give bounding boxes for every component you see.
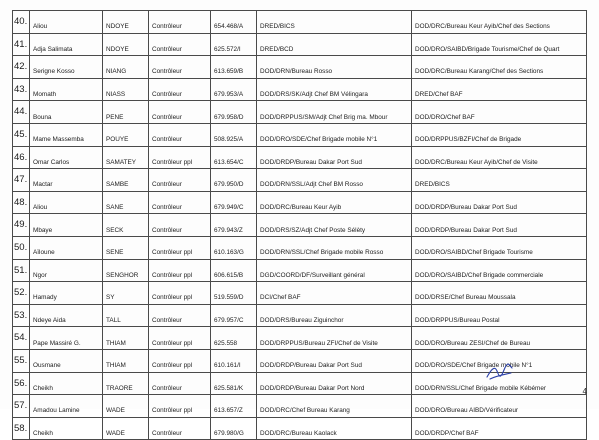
new-assignment-cell: DOD/DRSE/Chef Bureau Moussala xyxy=(412,282,587,305)
row-number-cell: 48. xyxy=(13,191,30,214)
last-name-cell: SANE xyxy=(103,191,149,214)
current-post-cell: DOD/DRC/Chef Bureau Karang xyxy=(257,395,412,418)
row-number-cell: 51. xyxy=(13,259,30,282)
current-post-cell: DRED/BICS xyxy=(257,11,412,34)
first-name-cell: Mbaye xyxy=(30,214,103,237)
table-row xyxy=(13,417,587,440)
current-post-cell: DOD/DRO/SDE/Chef Brigade mobile N°1 xyxy=(257,123,412,146)
current-post-cell: DOD/DRC/Bureau Kaolack xyxy=(257,417,412,440)
registration-number-cell: 606.615/B xyxy=(211,259,257,282)
current-post-cell: DOD/DRN/SSL/Chef Brigade mobile Rosso xyxy=(257,236,412,259)
table-row xyxy=(13,282,587,305)
table-row xyxy=(13,191,587,214)
registration-number-cell: 679.949/C xyxy=(211,191,257,214)
last-name-cell: POUYE xyxy=(103,123,149,146)
registration-number-cell: 613.654/C xyxy=(211,146,257,169)
current-post-cell: DOD/DRS/SZ/Adjt Chef Poste Sélèty xyxy=(257,214,412,237)
rank-cell: Contrôleur xyxy=(149,101,211,124)
registration-number-cell: 610.161/I xyxy=(211,349,257,372)
new-assignment-cell: DOD/DRN/SSL/Chef Brigade mobile Kébémer xyxy=(412,372,587,395)
current-post-cell: DOD/DRDP/Bureau Dakar Port Sud xyxy=(257,146,412,169)
rank-cell: Contrôleur xyxy=(149,11,211,34)
row-number-cell: 46. xyxy=(13,146,30,169)
current-post-cell: DOD/DRN/Bureau Rosso xyxy=(257,56,412,79)
current-post-cell: DOD/DRN/SSL/Adjt Chef BM Rosso xyxy=(257,169,412,192)
last-name-cell: SECK xyxy=(103,214,149,237)
registration-number-cell: 679.957/C xyxy=(211,304,257,327)
first-name-cell: Pape Massiré G. xyxy=(30,327,103,350)
registration-number-cell: 679.953/A xyxy=(211,78,257,101)
rank-cell: Contrôleur xyxy=(149,191,211,214)
first-name-cell: Ngor xyxy=(30,259,103,282)
row-number-cell: 47. xyxy=(13,169,30,192)
last-name-cell: PENE xyxy=(103,101,149,124)
registration-number-cell: 519.559/D xyxy=(211,282,257,305)
last-name-cell: SENE xyxy=(103,236,149,259)
new-assignment-cell: DOD/DRC/Bureau Karang/Chef des Sections xyxy=(412,56,587,79)
row-number-cell: 41. xyxy=(13,33,30,56)
first-name-cell: Momath xyxy=(30,78,103,101)
registration-number-cell: 654.468/A xyxy=(211,11,257,34)
row-number-cell: 53. xyxy=(13,304,30,327)
last-name-cell: NIASS xyxy=(103,78,149,101)
row-number-cell: 45. xyxy=(13,123,30,146)
current-post-cell: DOD/DRDP/Bureau Dakar Port Sud xyxy=(257,349,412,372)
current-post-cell: DRED/BCD xyxy=(257,33,412,56)
first-name-cell: Mame Massemba xyxy=(30,123,103,146)
current-post-cell: DOD/DRS/Bureau Ziguinchor xyxy=(257,304,412,327)
last-name-cell: WADE xyxy=(103,417,149,440)
last-name-cell: TRAORE xyxy=(103,372,149,395)
current-post-cell: DGD/COORD/DF/Surveillant général xyxy=(257,259,412,282)
new-assignment-cell: DOD/DRDP/Bureau Dakar Port Sud xyxy=(412,191,587,214)
registration-number-cell: 613.657/Z xyxy=(211,395,257,418)
last-name-cell: NDOYE xyxy=(103,33,149,56)
registration-number-cell: 625.581/K xyxy=(211,372,257,395)
first-name-cell: Bouna xyxy=(30,101,103,124)
table-row xyxy=(13,101,587,124)
last-name-cell: SENGHOR xyxy=(103,259,149,282)
last-name-cell: SAMBE xyxy=(103,169,149,192)
rank-cell: Contrôleur ppl xyxy=(149,282,211,305)
rank-cell: Contrôleur ppl xyxy=(149,349,211,372)
table-row xyxy=(13,236,587,259)
row-number-cell: 55. xyxy=(13,349,30,372)
page-number: 4 xyxy=(582,387,587,396)
row-number-cell: 57. xyxy=(13,395,30,418)
rank-cell: Contrôleur xyxy=(149,304,211,327)
registration-number-cell: 679.943/Z xyxy=(211,214,257,237)
table-row xyxy=(13,259,587,282)
first-name-cell: Ndeye Aida xyxy=(30,304,103,327)
first-name-cell: Hamady xyxy=(30,282,103,305)
new-assignment-cell: DOD/DRC/Bureau Keur Ayib/Chef des Sections xyxy=(412,11,587,34)
current-post-cell: DOD/DRC/Bureau Keur Ayib xyxy=(257,191,412,214)
first-name-cell: Aliou xyxy=(30,191,103,214)
table-row xyxy=(13,169,587,192)
registration-number-cell: 625.572/I xyxy=(211,33,257,56)
row-number-cell: 58. xyxy=(13,417,30,440)
row-number-cell: 43. xyxy=(13,78,30,101)
row-number-cell: 40. xyxy=(13,11,30,34)
registration-number-cell: 613.659/B xyxy=(211,56,257,79)
current-post-cell: DOD/DRPPUS/Bureau ZFI/Chef de Visite xyxy=(257,327,412,350)
row-number-cell: 50. xyxy=(13,236,30,259)
new-assignment-cell: DOD/DRO/SAIBD/Chef Brigade commerciale xyxy=(412,259,587,282)
table-row xyxy=(13,214,587,237)
row-number-cell: 52. xyxy=(13,282,30,305)
first-name-cell: Mactar xyxy=(30,169,103,192)
signature-scribble-icon xyxy=(484,362,514,382)
last-name-cell: NIANG xyxy=(103,56,149,79)
table-row xyxy=(13,33,587,56)
registration-number-cell: 610.163/G xyxy=(211,236,257,259)
first-name-cell: Cheikh xyxy=(30,417,103,440)
new-assignment-cell: DOD/DRDP/Bureau Dakar Port Sud xyxy=(412,214,587,237)
first-name-cell: Cheikh xyxy=(30,372,103,395)
rank-cell: Contrôleur xyxy=(149,169,211,192)
rank-cell: Contrôleur xyxy=(149,372,211,395)
rank-cell: Contrôleur ppl xyxy=(149,327,211,350)
row-number-cell: 56. xyxy=(13,372,30,395)
new-assignment-cell: DOD/DRC/Bureau Keur Ayib/Chef de Visite xyxy=(412,146,587,169)
new-assignment-cell: DOD/DRPPUS/BZFI/Chef de Brigade xyxy=(412,123,587,146)
last-name-cell: SAMATEY xyxy=(103,146,149,169)
last-name-cell: SY xyxy=(103,282,149,305)
first-name-cell: Aliou xyxy=(30,11,103,34)
current-post-cell: DOD/DRPPUS/SM/Adjt Chef Brig ma. Mbour xyxy=(257,101,412,124)
new-assignment-cell: DOD/DRDP/Chef BAF xyxy=(412,417,587,440)
first-name-cell: Amadou Lamine xyxy=(30,395,103,418)
new-assignment-cell: DOD/DRO/Bureau AIBD/Vérificateur xyxy=(412,395,587,418)
first-name-cell: Serigne Kosso xyxy=(30,56,103,79)
new-assignment-cell: DOD/DRO/SAIBD/Chef Brigade Tourisme xyxy=(412,236,587,259)
registration-number-cell: 679.980/G xyxy=(211,417,257,440)
new-assignment-cell: DOD/DRO/SAIBD/Brigade Tourisme/Chef de Quart xyxy=(412,33,587,56)
rank-cell: Contrôleur ppl xyxy=(149,259,211,282)
row-number-cell: 44. xyxy=(13,101,30,124)
table-row xyxy=(13,56,587,79)
new-assignment-cell: DOD/DRPPUS/Bureau Postal xyxy=(412,304,587,327)
rank-cell: Contrôleur ppl xyxy=(149,236,211,259)
new-assignment-cell: DRED/BICS xyxy=(412,169,587,192)
current-post-cell: DCI/Chef BAF xyxy=(257,282,412,305)
current-post-cell: DOD/DRS/SK/Adjt Chef BM Vélingara xyxy=(257,78,412,101)
last-name-cell: NDOYE xyxy=(103,11,149,34)
new-assignment-cell: DRED/Chef BAF xyxy=(412,78,587,101)
table-row xyxy=(13,395,587,418)
rank-cell: Contrôleur ppl xyxy=(149,395,211,418)
rank-cell: Contrôleur xyxy=(149,33,211,56)
last-name-cell: THIAM xyxy=(103,327,149,350)
table-row xyxy=(13,304,587,327)
rank-cell: Contrôleur xyxy=(149,123,211,146)
row-number-cell: 49. xyxy=(13,214,30,237)
rank-cell: Contrôleur xyxy=(149,56,211,79)
table-row xyxy=(13,327,587,350)
rank-cell: Contrôleur ppl xyxy=(149,146,211,169)
registration-number-cell: 625.558 xyxy=(211,327,257,350)
row-number-cell: 54. xyxy=(13,327,30,350)
new-assignment-cell: DOD/DRO/Chef BAF xyxy=(412,101,587,124)
new-assignment-cell: DOD/DRO/SDE/Chef Brigade mobile N°1 xyxy=(412,349,587,372)
last-name-cell: WADE xyxy=(103,395,149,418)
registration-number-cell: 679.950/D xyxy=(211,169,257,192)
first-name-cell: Aïloune xyxy=(30,236,103,259)
registration-number-cell: 679.958/D xyxy=(211,101,257,124)
registration-number-cell: 508.925/A xyxy=(211,123,257,146)
last-name-cell: THIAM xyxy=(103,349,149,372)
rank-cell: Contrôleur xyxy=(149,78,211,101)
rank-cell: Contrôleur xyxy=(149,214,211,237)
current-post-cell: DOD/DRDP/Bureau Dakar Port Nord xyxy=(257,372,412,395)
table-row xyxy=(13,78,587,101)
first-name-cell: Adja Salimata xyxy=(30,33,103,56)
table-row xyxy=(13,146,587,169)
first-name-cell: Omar Carlos xyxy=(30,146,103,169)
last-name-cell: TALL xyxy=(103,304,149,327)
table-row xyxy=(13,11,587,34)
rank-cell: Contrôleur xyxy=(149,417,211,440)
new-assignment-cell: DOD/DRO/Bureau ZESI/Chef de Bureau xyxy=(412,327,587,350)
row-number-cell: 42. xyxy=(13,56,30,79)
first-name-cell: Ousmane xyxy=(30,349,103,372)
table-row xyxy=(13,123,587,146)
